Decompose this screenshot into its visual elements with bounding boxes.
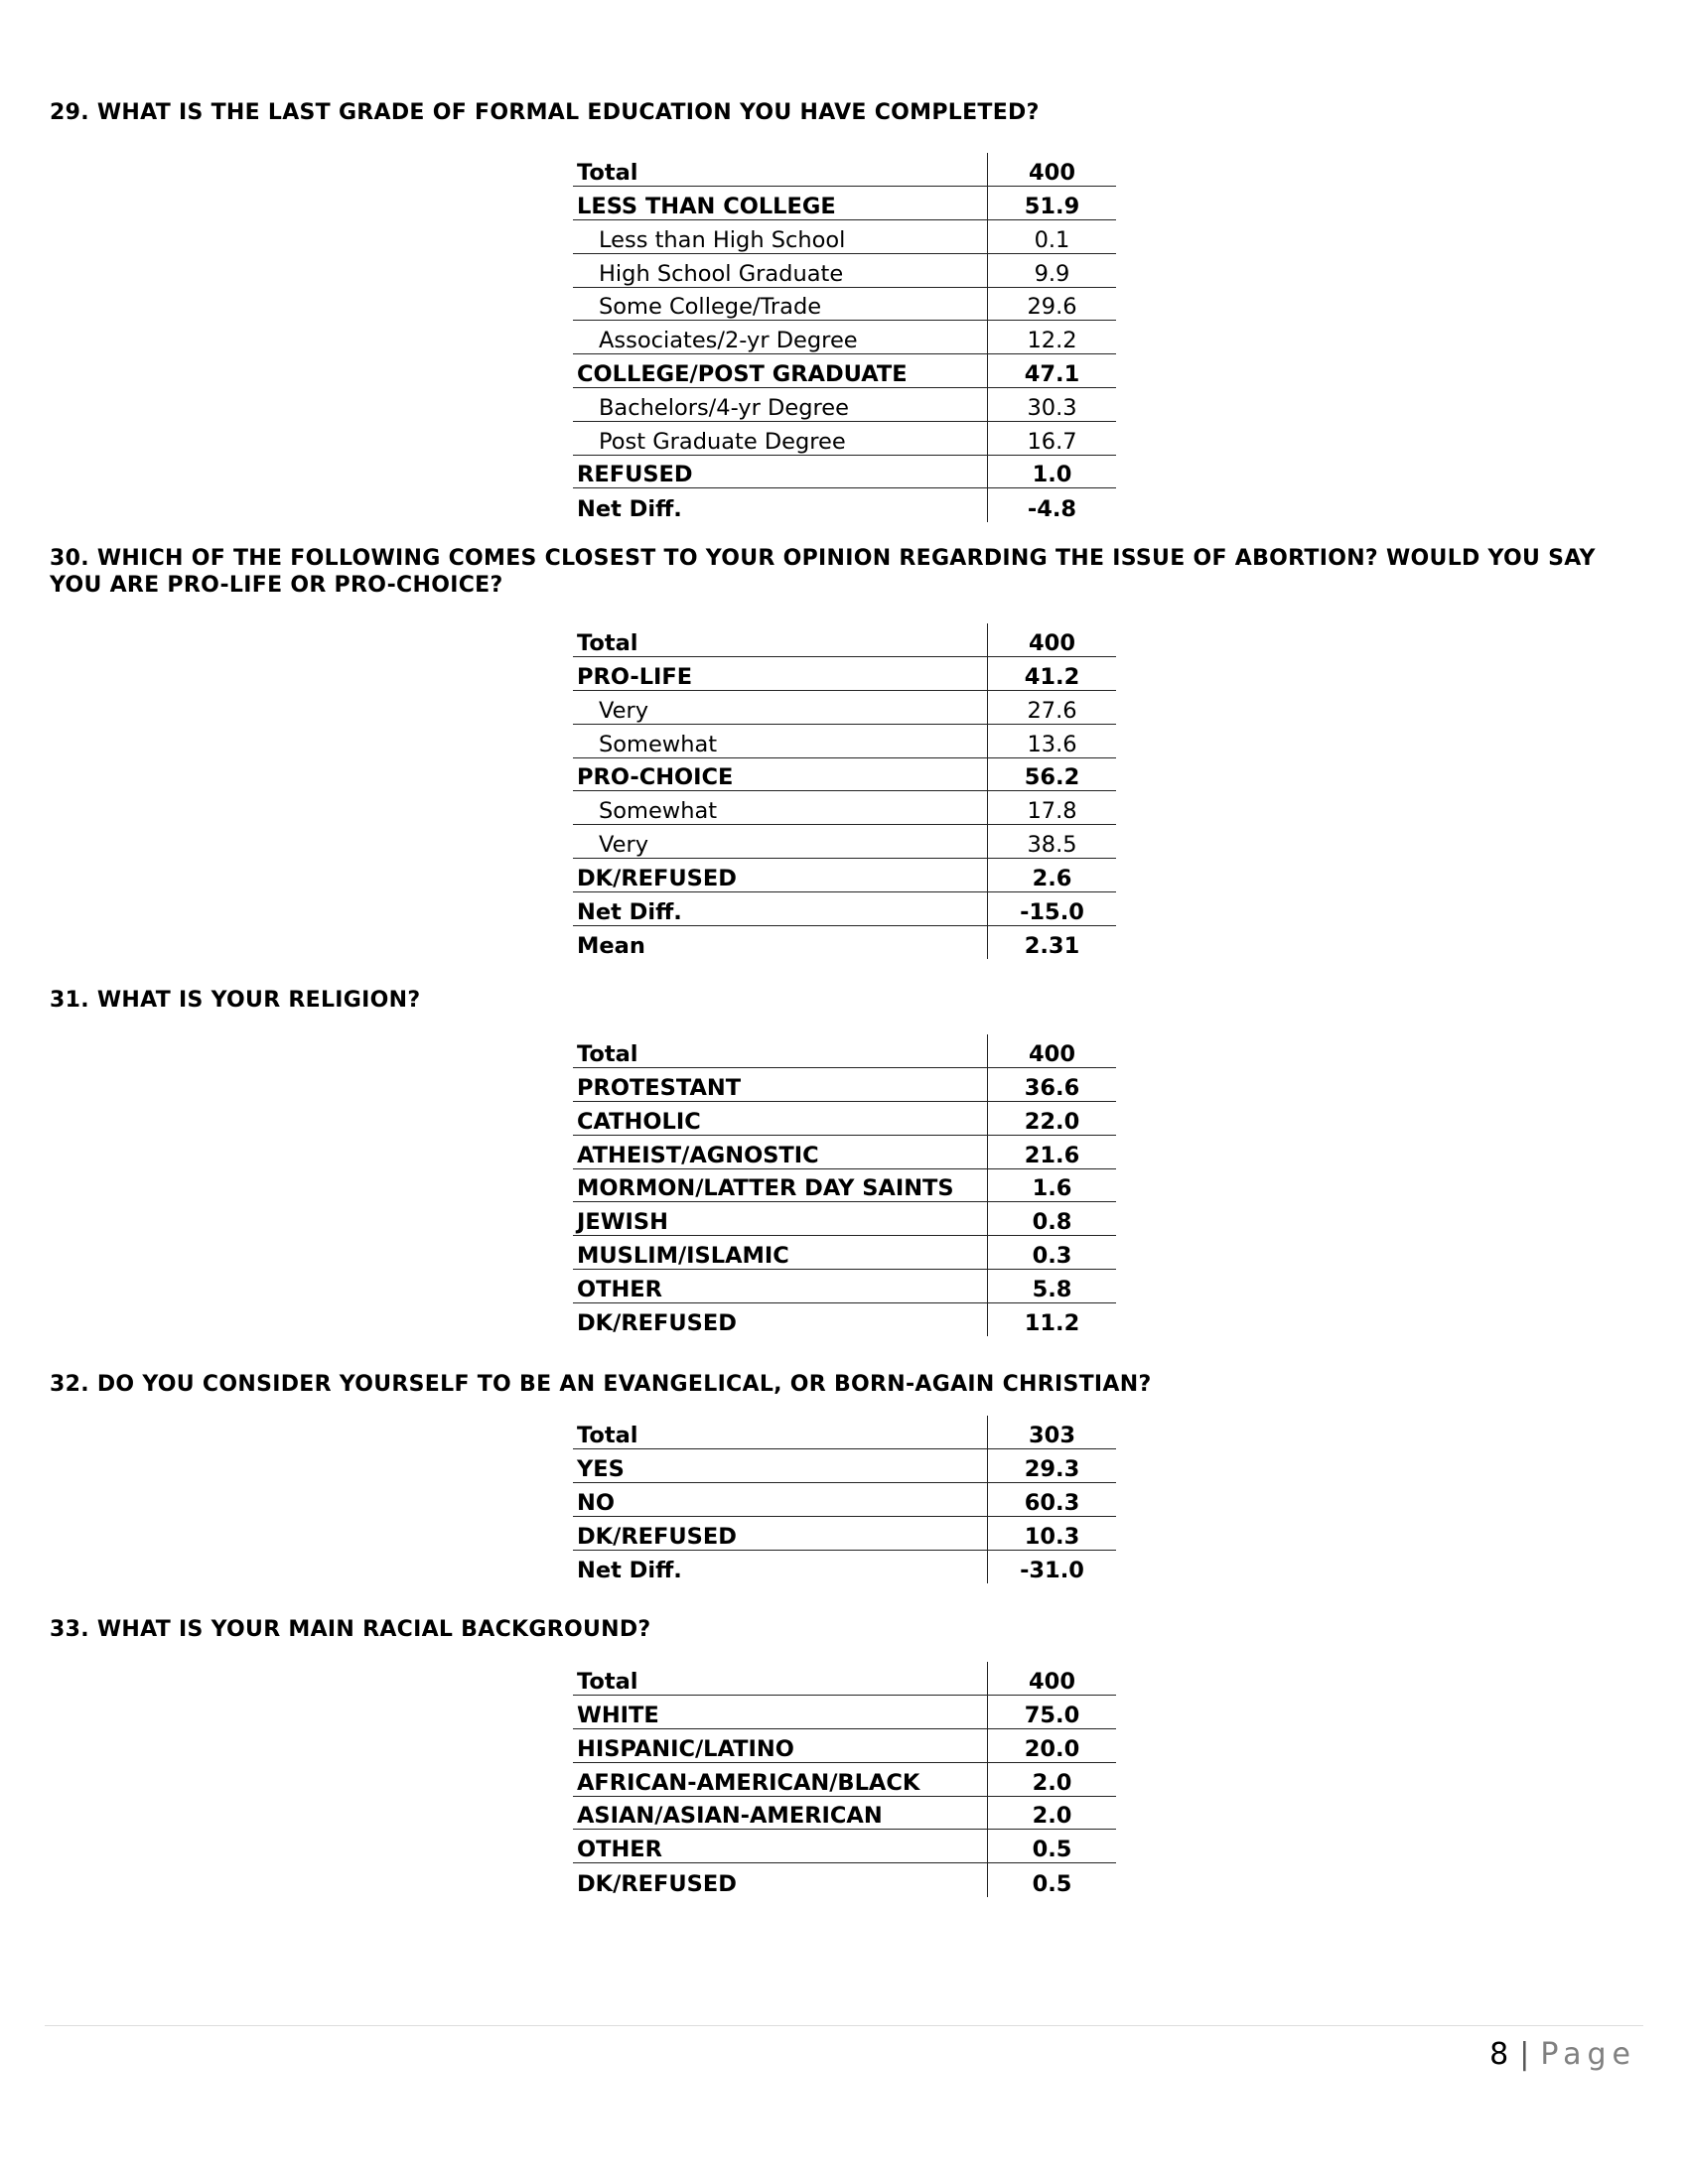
row-label: MUSLIM/ISLAMIC [573, 1236, 988, 1270]
table-row [573, 1796, 1116, 1830]
row-value: 12.2 [988, 321, 1117, 354]
row-value: 400 [988, 1034, 1117, 1068]
row-value: 400 [988, 1662, 1117, 1696]
table-row [573, 623, 1116, 657]
table-row [573, 825, 1116, 859]
table-row [573, 1135, 1116, 1168]
table-row [573, 1202, 1116, 1236]
table-row [573, 1516, 1116, 1550]
row-value: 17.8 [988, 791, 1117, 825]
row-value: 2.0 [988, 1762, 1117, 1796]
table-row [573, 691, 1116, 725]
table-row [573, 287, 1116, 321]
row-label: Net Diff. [577, 495, 682, 522]
row-label: PROTESTANT [573, 1068, 988, 1102]
question-31-table [573, 1034, 1116, 1336]
row-label: Somewhat [573, 791, 988, 825]
row-value: 303 [988, 1416, 1117, 1449]
row-value: 0.1 [988, 220, 1117, 254]
row-value: 60.3 [988, 1483, 1117, 1517]
row-label: Total [573, 623, 988, 657]
table-row [573, 220, 1116, 254]
table-row [573, 1236, 1116, 1270]
row-value: 21.6 [988, 1135, 1117, 1168]
row-label: OTHER [573, 1270, 988, 1303]
row-value: 5.8 [988, 1270, 1117, 1303]
row-label: ASIAN/ASIAN-AMERICAN [573, 1796, 988, 1830]
table-row [573, 657, 1116, 691]
row-label: Associates/2-yr Degree [573, 321, 988, 354]
row-value: 2.6 [988, 859, 1117, 892]
table-row [573, 1483, 1116, 1517]
table-row [573, 187, 1116, 220]
row-label: Total [573, 153, 988, 187]
row-value: 0.5 [988, 1863, 1117, 1897]
row-value: 0.3 [988, 1236, 1117, 1270]
row-value: 0.8 [988, 1202, 1117, 1236]
table-row [573, 1762, 1116, 1796]
table-row [573, 1729, 1116, 1763]
table-row [573, 1696, 1116, 1729]
table-row [573, 153, 1116, 187]
row-value: 2.31 [988, 925, 1117, 959]
question-30-table [573, 623, 1116, 959]
table-row [573, 1830, 1116, 1863]
table-row [573, 1034, 1116, 1068]
row-value: 47.1 [988, 354, 1117, 388]
row-label: Mean [577, 932, 645, 959]
row-value: 29.6 [988, 287, 1117, 321]
row-label: OTHER [573, 1830, 988, 1863]
row-label: Very [573, 825, 988, 859]
table-row [573, 388, 1116, 422]
table-row [573, 354, 1116, 388]
row-label: Bachelors/4-yr Degree [573, 388, 988, 422]
row-label: YES [573, 1449, 988, 1483]
table-row [573, 1550, 1116, 1583]
row-label: DK/REFUSED [573, 1516, 988, 1550]
row-label: ATHEIST/AGNOSTIC [573, 1135, 988, 1168]
table-row [573, 757, 1116, 791]
table-row [573, 1449, 1116, 1483]
row-value: 1.0 [988, 455, 1117, 488]
row-value: -15.0 [988, 891, 1117, 925]
question-33-table [573, 1662, 1116, 1897]
row-label: Post Graduate Degree [573, 421, 988, 455]
row-label: DK/REFUSED [573, 859, 988, 892]
page-number-footer [1489, 2037, 1636, 2072]
question-29-rows [573, 153, 1116, 522]
row-value: 41.2 [988, 657, 1117, 691]
row-value: 400 [988, 623, 1117, 657]
table-row [573, 421, 1116, 455]
row-label: AFRICAN-AMERICAN/BLACK [573, 1762, 988, 1796]
row-label: DK/REFUSED [577, 1870, 737, 1897]
row-value: 9.9 [988, 253, 1117, 287]
row-label: Net Diff. [577, 1557, 682, 1583]
table-row [573, 1302, 1116, 1336]
row-value: 29.3 [988, 1449, 1117, 1483]
row-value: 56.2 [988, 757, 1117, 791]
row-value: 30.3 [988, 388, 1117, 422]
row-label: COLLEGE/POST GRADUATE [573, 354, 988, 388]
table-row [573, 1270, 1116, 1303]
question-33-title: 33. WHAT IS YOUR MAIN RACIAL BACKGROUND? [50, 1617, 651, 1642]
row-value: 36.6 [988, 1068, 1117, 1102]
row-label: PRO-LIFE [573, 657, 988, 691]
row-value: 0.5 [988, 1830, 1117, 1863]
row-label: High School Graduate [573, 253, 988, 287]
table-row [573, 455, 1116, 488]
page-number: 8 [1489, 2037, 1510, 2072]
question-32-title: 32. DO YOU CONSIDER YOURSELF TO BE AN EVANGELICAL, OR BORN-AGAIN CHRISTIAN? [50, 1372, 1152, 1397]
row-value: 11.2 [988, 1302, 1117, 1336]
table-row [573, 1168, 1116, 1202]
row-label: MORMON/LATTER DAY SAINTS [573, 1168, 988, 1202]
question-30-title: 30. WHICH OF THE FOLLOWING COMES CLOSEST TO YOUR OPINION REGARDING THE ISSUE OF ABORTION? WOULD YOU SAY YOU ARE PRO-LIFE OR PRO-CHOICE? [50, 546, 1596, 598]
row-label: PRO-CHOICE [573, 757, 988, 791]
row-value: 38.5 [988, 825, 1117, 859]
row-value: 51.9 [988, 187, 1117, 220]
table-row [573, 1662, 1116, 1696]
row-label: Somewhat [573, 724, 988, 757]
row-label: Total [573, 1034, 988, 1068]
row-label: Some College/Trade [573, 287, 988, 321]
table-row [573, 253, 1116, 287]
table-row [573, 925, 1116, 959]
page-word: Page [1540, 2037, 1636, 2072]
row-label: REFUSED [573, 455, 988, 488]
table-row [573, 1416, 1116, 1449]
row-value: 400 [988, 153, 1117, 187]
question-31-rows [573, 1034, 1116, 1336]
table-row [573, 488, 1116, 522]
row-value: 75.0 [988, 1696, 1117, 1729]
row-value: 10.3 [988, 1516, 1117, 1550]
row-value: 2.0 [988, 1796, 1117, 1830]
row-value: -31.0 [988, 1550, 1117, 1583]
row-value: 22.0 [988, 1102, 1117, 1136]
row-label: DK/REFUSED [577, 1310, 737, 1337]
row-label: LESS THAN COLLEGE [573, 187, 988, 220]
question-33-rows [573, 1662, 1116, 1897]
row-value: 1.6 [988, 1168, 1117, 1202]
question-32-rows [573, 1416, 1116, 1583]
row-value: 16.7 [988, 421, 1117, 455]
row-label: Total [573, 1662, 988, 1696]
table-row [573, 859, 1116, 892]
row-label: Total [573, 1416, 988, 1449]
row-label: CATHOLIC [573, 1102, 988, 1136]
table-row [573, 724, 1116, 757]
table-row [573, 1068, 1116, 1102]
question-32-table [573, 1416, 1116, 1583]
row-label: JEWISH [573, 1202, 988, 1236]
row-value: 20.0 [988, 1729, 1117, 1763]
table-row [573, 791, 1116, 825]
question-29-title: 29. WHAT IS THE LAST GRADE OF FORMAL EDUCATION YOU HAVE COMPLETED? [50, 100, 1040, 125]
row-label: Very [573, 691, 988, 725]
question-29-table [573, 153, 1116, 522]
row-label: NO [573, 1483, 988, 1517]
row-value: 27.6 [988, 691, 1117, 725]
question-31-title: 31. WHAT IS YOUR RELIGION? [50, 988, 421, 1013]
table-row [573, 891, 1116, 925]
row-label: WHITE [573, 1696, 988, 1729]
table-row [573, 321, 1116, 354]
row-label: HISPANIC/LATINO [573, 1729, 988, 1763]
footer-divider [45, 2025, 1643, 2026]
row-label: Net Diff. [573, 891, 988, 925]
row-value: 13.6 [988, 724, 1117, 757]
page-separator: | [1519, 2037, 1531, 2072]
table-row [573, 1863, 1116, 1897]
row-value: -4.8 [988, 488, 1117, 522]
question-30-rows [573, 623, 1116, 959]
table-row [573, 1102, 1116, 1136]
row-label: Less than High School [573, 220, 988, 254]
